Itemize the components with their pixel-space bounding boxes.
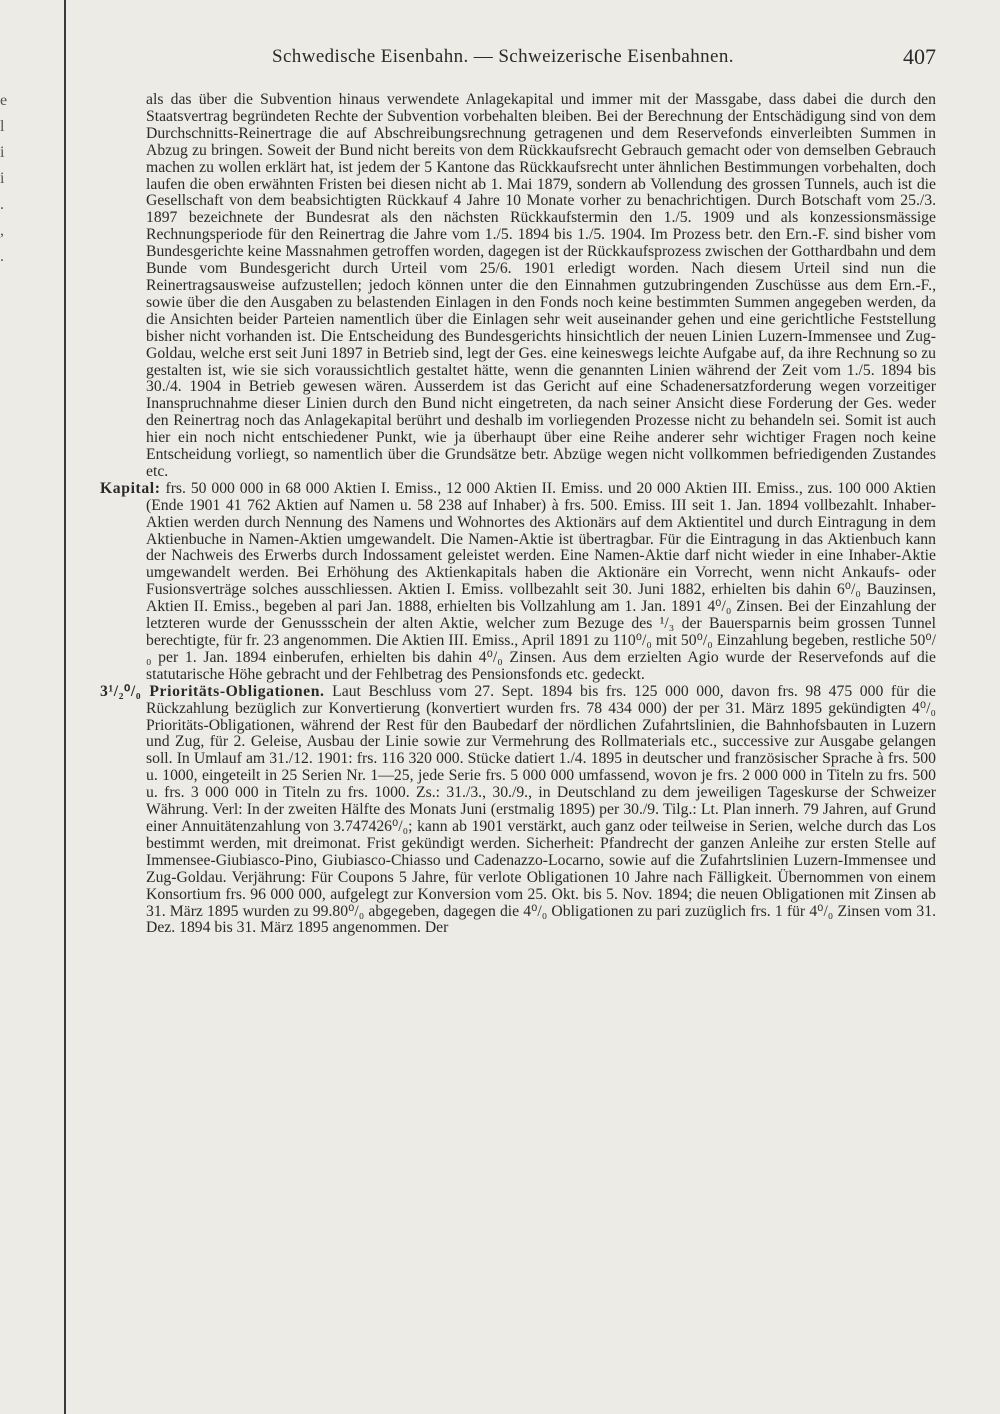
- prioritaets-text: Laut Beschluss vom 27. Sept. 1894 bis frs. 125 000 000, davon frs. 98 475 000 für die Rückzahlung bezüglich zur Konvertierung (konvertiert wurden frs. 78 434 000) der per 31. März 1895 gekündigten 4⁰/₀ Prioritäts-Obligationen, während der Rest für den Baubedarf der nördlichen Zufahrtslinien, die Bahnhofsbauten in Luzern und Zug, für 2. Geleise, Ausbau der Linie sowie zur Vermehrung des Rollmaterials etc., successive zur Ausgabe gelangen soll. In Umlauf am 31./12. 1901: frs. 116 320 000. Stücke datiert 1./4. 1895 in deutscher und französischer Sprache à frs. 500 u. 1000, eingeteilt in 25 Serien Nr. 1—25, jede Serie frs. 5 000 000 umfassend, wovon je frs. 2 000 000 in Titeln zu frs. 500 u. frs. 3 000 000 in Titeln zu frs. 1000. Zs.: 31./3., 30./9., in Deutschland zu dem jeweiligen Tageskurse der Schweizer Währung. Verl: In der zweiten Hälfte des Monats Juni (erstmalig 1895) per 30./9. Tilg.: Lt. Plan innerh. 79 Jahren, auf Grund einer Annuitätenzahlung von 3.747426⁰/₀; kann ab 1901 verstärkt, auch ganz oder teilweise in Serien, welche durch das Los bestimmt werden, mit dreimonat. Frist gekündigt werden. Sicherheit: Pfandrecht der ganzen Anleihe zur ersten Stelle auf Immensee-Giubiasco-Pino, Giubiasco-Chiasso und Cadenazzo-Locarno, sowie auf die Zufahrtslinien Luzern-Immensee und Zug-Goldau. Verjährung: Für Coupons 5 Jahre, für verlote Obligationen 10 Jahre nach Fälligkeit. Übernommen von einem Konsortium frs. 96 000 000, aufgelegt zur Konversion vom 25. Okt. bis 5. Nov. 1894; die neuen Obligationen mit Zinsen ab 31. März 1895 wurden zu 99.80⁰/₀ abgegeben, dagegen die 4⁰/₀ Obligationen zu pari zuzüglich frs. 1 für 4⁰/₀ Zinsen vom 31. Dez. 1894 bis 31. März 1895 angenommen. Der: [146, 682, 936, 937]
- bleed-char: .: [0, 248, 4, 265]
- intro-paragraph: als das über die Subvention hinaus verwendete Anlagekapital und immer mit der Massgabe, dass dabei die durch den Staatsvertrag begründeten Rechte der Subvention vorbehalten bleiben. Bei der Berechnung der Entschädigung sind von dem Durchschnitts-Reinertrage die auf Abschreibungsrechnung getragenen und dem Reservefonds einverleibten Summen in Abzug zu bringen. Soweit der Bund nicht bereits von dem Rückkaufsrecht Gebrauch gemacht oder von demselben Gebrauch machen zu wollen erklärt hat, ist jedem der 5 Kantone das Rückkaufsrecht unter ähnlichen Bestimmungen vorbehalten, doch laufen die oben erwähnten Fristen bei diesen nicht ab 1. Mai 1879, sondern ab Vollendung des grossen Tunnels, auch ist die Gesellschaft von dem beabsichtigten Rückkauf 4 Jahre 10 Monate vorher zu benachrichtigen. Durch Botschaft vom 25./3. 1897 bezeichnete der Bundesrat als den nächsten Rückkaufstermin den 1./5. 1909 und als konzessionsmässige Rechnungsperiode für den Reinertrag die Jahre vom 1./5. 1894 bis 1./5. 1904. Im Prozess betr. den Ern.-F. sind bisher vom Bundesgerichte keine Massnahmen getroffen worden, dagegen ist der Rückkaufsprozess zwischen der Gotthardbahn und dem Bunde vom Bundesgericht durch Urteil vom 25/6. 1901 erledigt worden. Nach diesem Urteil sind nun die Reinertragsausweise aufzustellen; jedoch können unter die den Einnahmen gutzubringenden Zuschüsse aus dem Ern.-F., sowie über die den Ausgaben zu belastenden Einlagen in den Fonds noch keine bestimmten Summen angegeben werden, da die Ansichten beider Parteien namentlich über die Einlagen sehr weit auseinander gehen und eine gerichtliche Feststellung bisher nicht vorhanden ist. Die Entscheidung des Bundesgerichts hinsichtlich der neuen Linien Luzern-Immensee und Zug-Goldau, welche erst seit Juni 1897 in Betrieb sind, legt der Ges. eine keineswegs leichte Aufgabe auf, da ihre Rechnung so zu gestalten ist, wie sie sich voraussichtlich gestaltet hätte, wenn die genannten Linien während der Zeit vom 1./5. 1894 bis 30./4. 1904 in Betrieb gewesen wären. Ausserdem ist das Gericht auf eine Schadenersatzforderung wegen vorzeitiger Inanspruchnahme dieser Linien durch den Bund nicht eingetreten, da nach seiner Ansicht diese Forderung der Ges. weder den Reinertrag noch das Anlagekapital berührt und deshalb im vorliegenden Prozesse nicht zu behandeln sei. Somit ist auch hier ein noch nicht entschiedener Punkt, wie ja überhaupt über eine Reihe anderer sehr wichtiger Fragen noch keine Entscheidung vorliegt, so namentlich über die Grundsätze betr. Abzüge wegen nicht vollkommen befriedigenden Zustandes etc.: [146, 91, 936, 480]
- bleed-char: .: [0, 196, 4, 213]
- kapital-heading: Kapital:: [100, 479, 161, 497]
- binding-gutter-line: [64, 0, 66, 1414]
- bleed-char: l: [0, 118, 5, 135]
- prioritaets-paragraph: [100, 684, 936, 938]
- bleed-char: e: [0, 92, 8, 109]
- running-title: Schwedische Eisenbahn. — Schweizerische Eisenbahnen.: [272, 46, 734, 67]
- kapital-paragraph: [100, 481, 936, 684]
- bleed-char: ,: [0, 222, 4, 239]
- kapital-text: frs. 50 000 000 in 68 000 Aktien I. Emiss., 12 000 Aktien II. Emiss. und 20 000 Aktien III. Emiss., zus. 100 000 Aktien (Ende 1901 41 762 Aktien auf Namen u. 58 238 auf Inhaber) à frs. 500. Emiss. III seit 1. Jan. 1894 vollbezahlt. Inhaber-Aktien werden durch Nennung des Namens und Wohnortes des Aktionärs auf dem Aktientitel und durch Eintragung in dem Aktienbuche in Namen-Aktien umgewandelt. Die Namen-Aktie ist übertragbar. Für die Eintragung in das Aktienbuch kann der Nachweis des Erwerbs durch Indossament geleistet werden. Eine Namen-Aktie darf nicht wieder in eine Inhaber-Aktie umgewandelt werden. Bei Erhöhung des Aktienkapitals haben die Aktionäre ein Vorrecht, wenn nicht Ankaufs- oder Fusionsverträge solches ausschliessen. Aktien I. Emiss. vollbezahlt seit 30. Juni 1882, erhielten bis dahin 6⁰/₀ Bauzinsen, Aktien II. Emiss., begeben al pari Jan. 1888, erhielten bis Vollzahlung am 1. Jan. 1891 4⁰/₀ Zinsen. Bei der Einzahlung der letzteren wurde der Genussschein der alten Aktie, welcher zum Bezuge des ¹/₃ der Bauersparnis beim grossen Tunnel berechtigte, für fr. 23 angenommen. Die Aktien III. Emiss., April 1891 zu 110⁰/₀ mit 50⁰/₀ Einzahlung begeben, restliche 50⁰/₀ per 1. Jan. 1894 einberufen, erhielten bis dahin 4⁰/₀ Zinsen. Aus dem erzielten Agio wurde der Reservefonds auf die statutarische Höhe gebracht und der Fehlbetrag des Pensionsfonds etc. gedeckt.: [146, 479, 936, 683]
- bleed-char: i: [0, 170, 5, 187]
- page-number: 407: [903, 44, 936, 69]
- bleed-char: i: [0, 144, 5, 161]
- prioritaets-heading: 3¹/₂⁰/₀ Prioritäts-Obligationen.: [100, 682, 325, 700]
- page-header: [140, 46, 936, 76]
- page-body: [100, 92, 936, 937]
- facing-page-bleed: [0, 88, 14, 270]
